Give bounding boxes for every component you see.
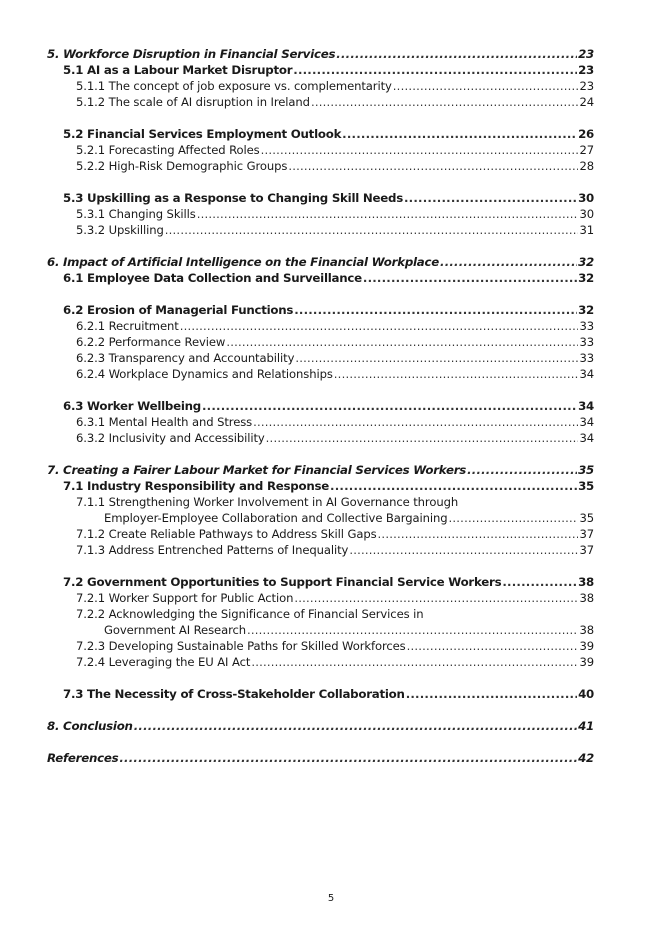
dot-leader: [134, 718, 577, 734]
toc-entry-title: 7. Creating a Fairer Labour Market for Financial Services Workers: [47, 463, 467, 477]
dot-leader: [502, 574, 577, 590]
toc-entry-page: 24: [579, 95, 594, 109]
toc-entry-page: 30: [579, 207, 594, 221]
toc-entry-subsection: [76, 78, 594, 94]
toc-entry-subsection: [76, 366, 594, 382]
dot-leader: [251, 654, 578, 670]
toc-entry-page: 34: [579, 367, 594, 381]
dot-leader: [342, 126, 577, 142]
toc-entry-section: [63, 686, 594, 702]
dot-leader: [294, 590, 578, 606]
dot-leader: [467, 462, 577, 478]
toc-entry-title: 5.2.1 Forecasting Affected Roles: [76, 143, 260, 157]
dot-leader: [295, 350, 578, 366]
toc-entry-page: 28: [579, 159, 594, 173]
toc-entry-title: 8. Conclusion: [47, 719, 133, 733]
toc-entry-title: 7.1 Industry Responsibility and Response: [63, 479, 330, 493]
toc-entry-page: 35: [578, 479, 594, 493]
dot-leader: [288, 158, 578, 174]
toc-entry-page: 26: [578, 127, 594, 141]
dot-leader: [226, 334, 578, 350]
toc-entry-title: 6.2.1 Recruitment: [76, 319, 179, 333]
toc-entry-page: 23: [578, 63, 594, 77]
toc-entry-chapter: [47, 750, 594, 766]
toc-entry-page: 33: [579, 335, 594, 349]
toc-entry-title-continued: Employer-Employee Collaboration and Collective Bargaining: [104, 511, 448, 525]
dot-leader: [294, 302, 577, 318]
toc-entry-subsection: [76, 222, 594, 238]
toc-entry-page: 30: [578, 191, 594, 205]
dot-leader: [378, 526, 579, 542]
dot-leader: [197, 206, 579, 222]
toc-entry-page: 39: [579, 639, 594, 653]
toc-entry-subsection: [76, 142, 594, 158]
toc-entry-subsection: [76, 334, 594, 350]
toc-entry-subsection: [76, 350, 594, 366]
toc-entry-page: 31: [579, 223, 594, 237]
toc-entry-title: 5.3 Upskilling as a Response to Changing Skill Needs: [63, 191, 403, 205]
toc-entry-title: 5. Workforce Disruption in Financial Services: [47, 47, 336, 61]
toc-entry-page: 33: [579, 351, 594, 365]
toc-entry-page: 37: [579, 527, 594, 541]
toc-entry-page: 35: [578, 463, 594, 477]
toc-entry-title: 5.2.2 High-Risk Demographic Groups: [76, 159, 288, 173]
dot-leader: [406, 686, 577, 702]
dot-leader: [266, 430, 579, 446]
toc-entry-title: 5.1.1 The concept of job exposure vs. complementarity: [76, 79, 392, 93]
dot-leader: [293, 62, 577, 78]
toc-entry-page: 38: [579, 591, 594, 605]
toc-entry-chapter: [47, 46, 594, 62]
toc-entry-title: 6.1 Employee Data Collection and Surveillance: [63, 271, 362, 285]
toc-entry-subsection: [76, 206, 594, 222]
dot-leader: [336, 46, 577, 62]
toc-entry-subsection: [76, 654, 594, 670]
dot-leader: [202, 398, 577, 414]
toc-entry-page: 39: [579, 655, 594, 669]
toc-entry-title: 5.1.2 The scale of AI disruption in Ireland: [76, 95, 310, 109]
dot-leader: [440, 254, 577, 270]
toc-entry-title: 7.1.2 Create Reliable Pathways to Address Skill Gaps: [76, 527, 377, 541]
toc-entry-title: 7.2 Government Opportunities to Support Financial Service Workers: [63, 575, 502, 589]
toc-entry-chapter: [47, 718, 594, 734]
toc-entry-section: [63, 574, 594, 590]
toc-entry-page: 23: [579, 79, 594, 93]
toc-entry-section: [63, 398, 594, 414]
page-number: 5: [327, 893, 335, 904]
toc-entry-section: [63, 62, 594, 78]
toc-entry-page: 34: [579, 431, 594, 445]
toc-entry-title: 5.2 Financial Services Employment Outlook: [63, 127, 342, 141]
toc-entry-chapter: [47, 462, 594, 478]
toc-entry-page: 38: [578, 575, 594, 589]
dot-leader: [311, 94, 579, 110]
toc-entry-subsection: [76, 430, 594, 446]
toc-entry-title: 7.2.2 Acknowledging the Significance of Financial Services in: [76, 607, 424, 621]
dot-leader: [363, 270, 577, 286]
toc-entry-subsection: [76, 158, 594, 174]
toc-entry-subsection: [76, 590, 594, 606]
toc-entry-subsection: [104, 622, 594, 638]
toc-entry-section: [63, 478, 594, 494]
dot-leader: [349, 542, 578, 558]
toc-entry-page: 42: [578, 751, 594, 765]
dot-leader: [165, 222, 579, 238]
toc-entry-title: 6. Impact of Artificial Intelligence on the Financial Workplace: [47, 255, 440, 269]
toc-entry-page: 35: [579, 511, 594, 525]
toc-entry-title: 7.2.4 Leveraging the EU AI Act: [76, 655, 251, 669]
toc-entry-section: [63, 126, 594, 142]
toc-entry-title: 6.2.2 Performance Review: [76, 335, 226, 349]
dot-leader: [180, 318, 579, 334]
toc-entry-page: 40: [578, 687, 594, 701]
toc-entry-title: 7.1.3 Address Entrenched Patterns of Inequality: [76, 543, 349, 557]
toc-entry-page: 32: [578, 303, 594, 317]
toc-entry-subsection: [76, 526, 594, 542]
toc-entry-subsection: [76, 414, 594, 430]
toc-entry-title: 6.2.3 Transparency and Accountability: [76, 351, 295, 365]
toc-entry-title: 5.3.2 Upskilling: [76, 223, 164, 237]
toc-entry-page: 33: [579, 319, 594, 333]
toc-entry-title: 6.3.1 Mental Health and Stress: [76, 415, 253, 429]
toc-entry-page: 34: [579, 415, 594, 429]
toc-entry-subsection: [76, 638, 594, 654]
toc-entry-title: 7.3 The Necessity of Cross-Stakeholder Collaboration: [63, 687, 405, 701]
toc-entry-page: 41: [578, 719, 594, 733]
toc-entry-page: 32: [578, 255, 594, 269]
dot-leader: [449, 510, 579, 526]
dot-leader: [404, 190, 577, 206]
toc-entry-title: 6.3 Worker Wellbeing: [63, 399, 201, 413]
toc-entry-title: 6.2 Erosion of Managerial Functions: [63, 303, 294, 317]
toc-entry-subsection: [104, 510, 594, 526]
dot-leader: [393, 78, 579, 94]
toc-entry-title-continued: Government AI Research: [104, 623, 247, 637]
toc-entry-chapter: [47, 254, 594, 270]
toc-entry-page: 37: [579, 543, 594, 557]
toc-entry-page: 38: [579, 623, 594, 637]
toc-entry-page: 32: [578, 271, 594, 285]
toc-entry-title: 6.3.2 Inclusivity and Accessibility: [76, 431, 265, 445]
toc-entry-title: 6.2.4 Workplace Dynamics and Relationships: [76, 367, 333, 381]
toc-entry-title: 7.2.3 Developing Sustainable Paths for Skilled Workforces: [76, 639, 406, 653]
toc-entry-page: 23: [578, 47, 594, 61]
dot-leader: [247, 622, 578, 638]
dot-leader: [119, 750, 577, 766]
toc-entry-subsection: [76, 318, 594, 334]
toc-entry-section: [63, 270, 594, 286]
dot-leader: [334, 366, 579, 382]
toc-entry-section: [63, 190, 594, 206]
dot-leader: [330, 478, 577, 494]
toc-entry-title: 7.2.1 Worker Support for Public Action: [76, 591, 294, 605]
toc-entry-title: References: [47, 751, 119, 765]
toc-entry-section: [63, 302, 594, 318]
toc-entry-title: 5.3.1 Changing Skills: [76, 207, 196, 221]
toc-entry-page: 27: [579, 143, 594, 157]
toc-entry-title: 7.1.1 Strengthening Worker Involvement in AI Governance through: [76, 495, 459, 509]
toc-entry-title: 5.1 AI as a Labour Market Disruptor: [63, 63, 293, 77]
toc-entry-subsection: [76, 94, 594, 110]
dot-leader: [261, 142, 579, 158]
dot-leader: [407, 638, 579, 654]
dot-leader: [253, 414, 578, 430]
toc-entry-page: 34: [578, 399, 594, 413]
toc-entry-subsection: [76, 542, 594, 558]
